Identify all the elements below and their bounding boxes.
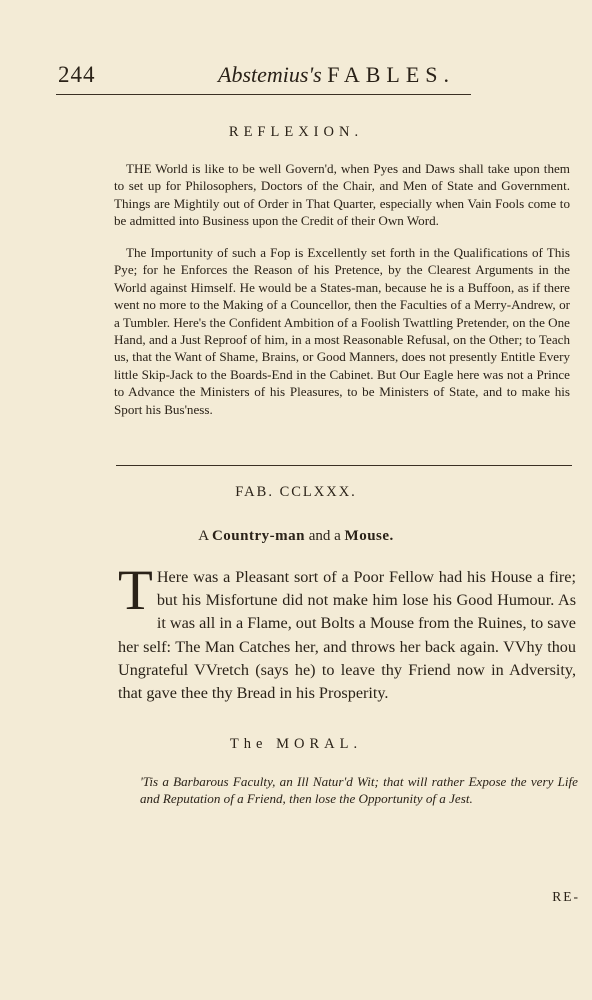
drop-cap: T	[118, 559, 153, 622]
page-number: 244	[58, 62, 96, 87]
moral-heading: The MORAL.	[229, 736, 363, 752]
header-rule	[56, 94, 471, 95]
moral-text: 'Tis a Barbarous Faculty, an Ill Natur'd Wit; that will rather Expose the very Life and Reputation of a Friend, then lose the Opportunity of a Jest.	[140, 774, 578, 807]
running-head	[218, 62, 455, 88]
fable-title-mouse: Mouse.	[344, 528, 394, 544]
fable-number: FAB. CCLXXX.	[235, 484, 357, 500]
reflexion-paragraph-2: The Importunity of such a Fop is Excellently set forth in the Qualifications of This Pye; for he Enforces the Reason of his Pretence, by the Clearest Arguments in the World against Himself. He would be a States-man, because he is a Buffoon, as if there went no more to the Making of a Councellor, then the Faculties of a Merry-Andrew, or a Tumbler. Here's the Confident Ambition of a Foolish Twattling Pretender, on the One Hand, and a Just Reproof of him, in a most Reasonable Refusal, on the Other; to Teach us, that the Want of Shame, Brains, or Good Manners, does not presently Entitle Every little Skip-Jack to the Boards-End in the Cabinet. But Our Eagle here was not a Prince to Advance the Ministers of his Pleasures, to be Ministers of State, and to make his Sport his Bus'ness.	[114, 245, 570, 417]
fable-title-conjunction: and a	[308, 528, 341, 544]
catchword: RE-	[552, 889, 580, 904]
fable-title-countryman: Country-man	[211, 528, 305, 544]
fable-text-block	[118, 559, 576, 705]
fable-body: Here was a Pleasant sort of a Poor Fellow had his House a fire; but his Misfortune did not make him lose his Good Humour. As it was all in a Flame, out Bolts a Mouse from the Ruines, to save her self: The Man Catches her, and throws her back again. VVhy thou Ungrateful VVretch (says he) to leave thy Friend now in Adversity, that gave thee thy Bread in his Prosperity.	[118, 568, 576, 703]
running-head-title: FABLES.	[327, 62, 455, 87]
reflexion-heading: REFLEXION.	[228, 124, 364, 140]
running-head-author: Abstemius's	[218, 62, 322, 87]
page-header	[58, 58, 468, 98]
fable-title-article: A	[198, 528, 209, 544]
fable-title	[0, 528, 592, 545]
section-rule	[116, 465, 572, 466]
reflexion-paragraph-1: THE World is like to be well Govern'd, when Pyes and Daws shall take upon them to set up for Philosophers, Doctors of the Chair, and Men of State and Government. Things are Mightily out of Order in That Quarter, especially when Vain Fools come to be admitted into Business upon the Credit of their Own Word.	[114, 161, 570, 229]
